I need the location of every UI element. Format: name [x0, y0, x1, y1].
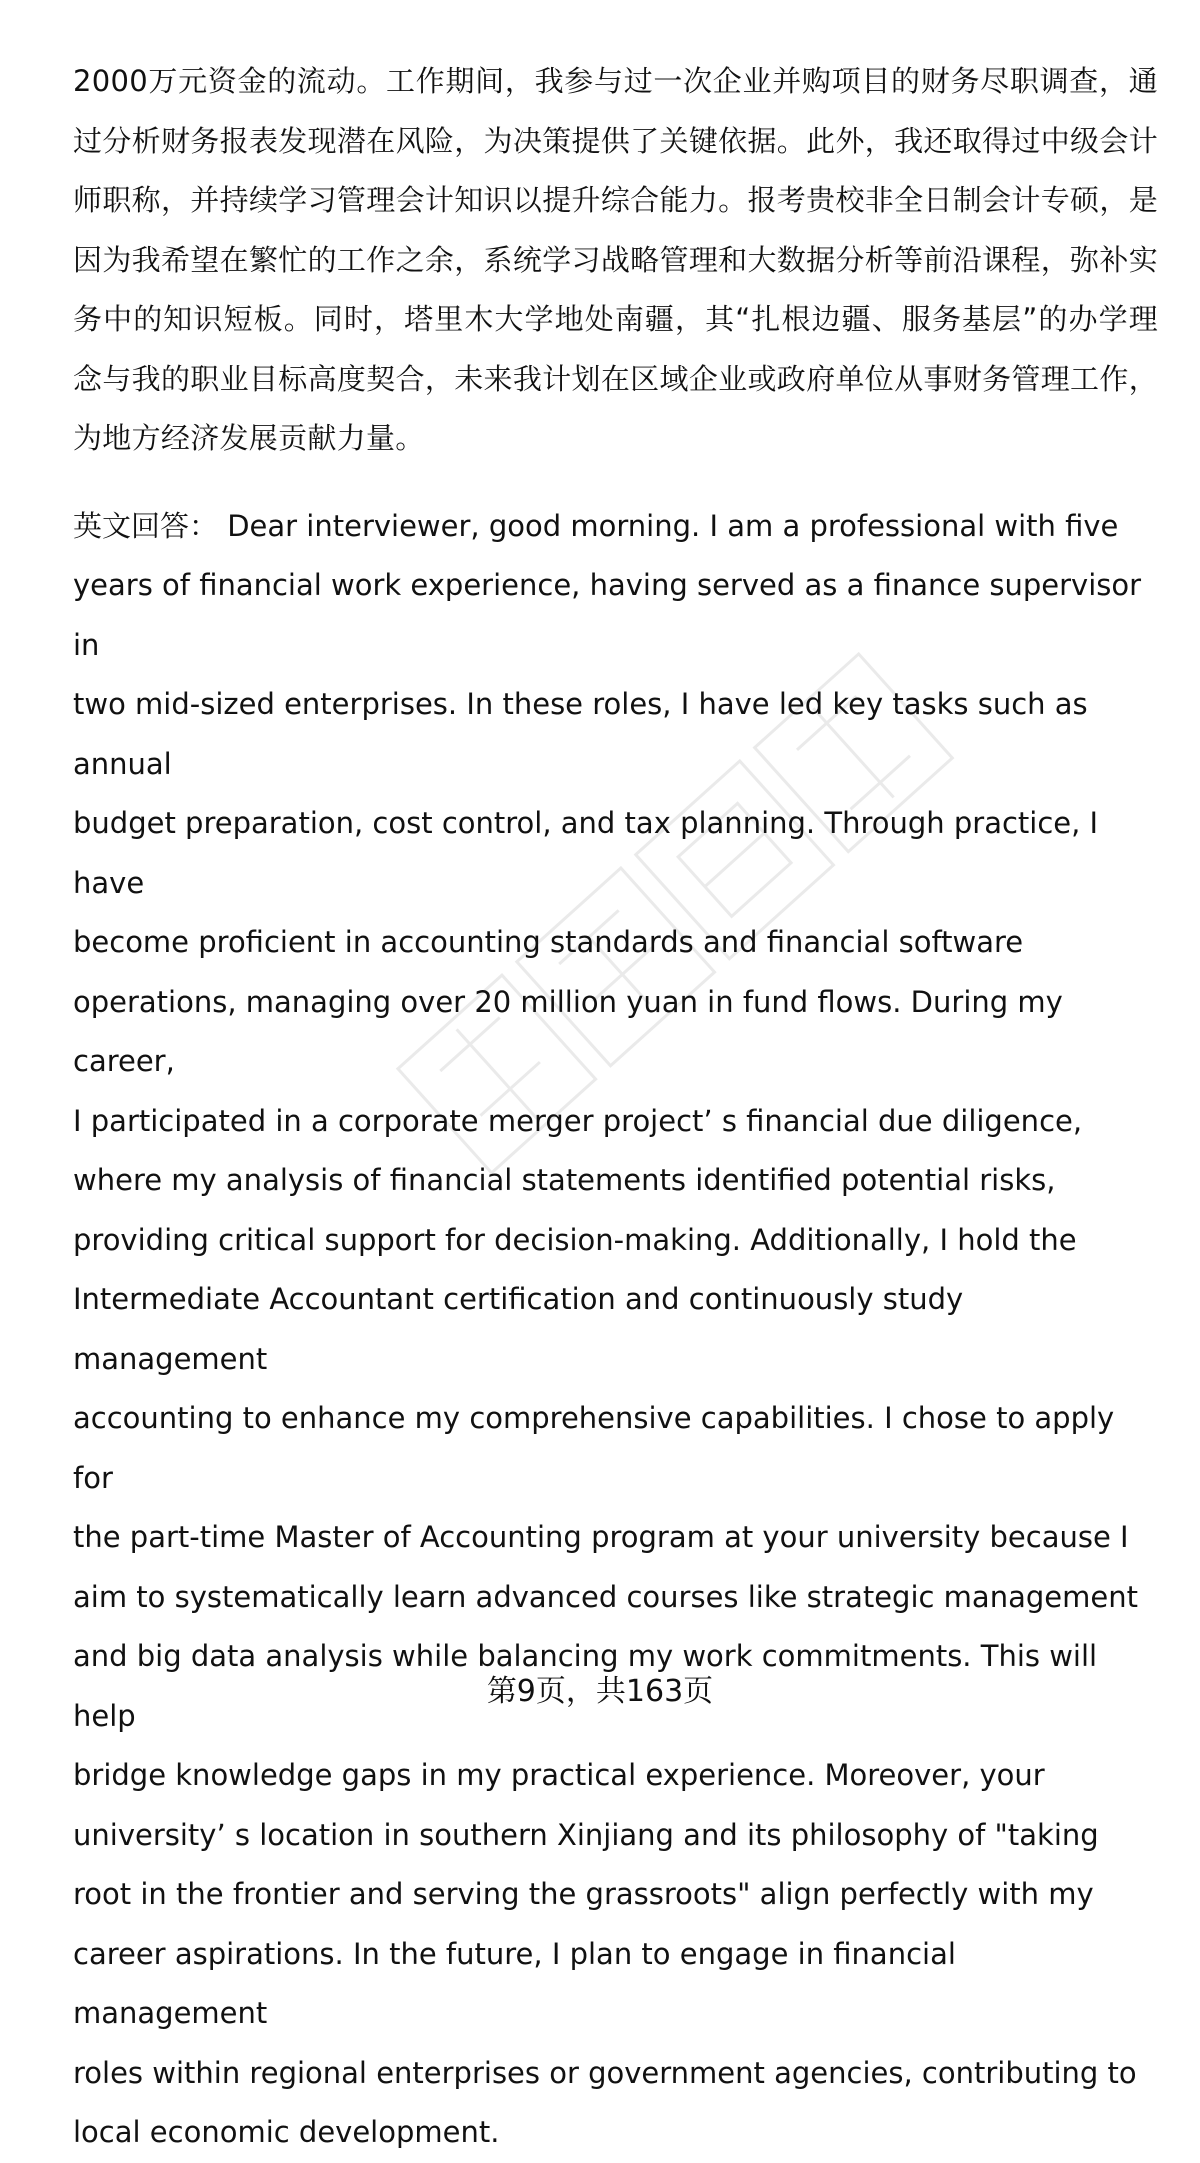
english-line: bridge knowledge gaps in my practical experience. Moreover, your	[73, 1758, 1045, 1792]
english-line: and big data analysis while balancing my work commitments. This will help	[73, 1639, 1098, 1733]
english-line: career aspirations. In the future, I plan to engage in financial management	[73, 1936, 956, 2030]
english-line: accounting to enhance my comprehensive capabilities. I chose to apply for	[73, 1401, 1115, 1495]
english-line: I participated in a corporate merger project’ s financial due diligence,	[73, 1103, 1083, 1138]
english-line: where my analysis of financial statements identified potential risks,	[73, 1163, 1056, 1197]
english-line: roles within regional enterprises or government agencies, contributing to	[73, 2055, 1137, 2090]
english-line: local economic development.	[73, 2115, 500, 2149]
english-line: 英文回答： Dear interviewer, good morning. I am a professional with five	[73, 508, 1119, 543]
english-line: Intermediate Accountant certification and continuously study management	[73, 1282, 964, 1376]
english-line: aim to systematically learn advanced courses like strategic management	[73, 1579, 1138, 1614]
english-answer-paragraph	[73, 497, 1158, 2163]
english-line: providing critical support for decision-making. Additionally, I hold the	[73, 1222, 1077, 1257]
english-line: become proficient in accounting standards and financial software	[73, 925, 1024, 959]
english-line: university’ s location in southern Xinjiang and its philosophy of "taking	[73, 1817, 1099, 1852]
document-body	[73, 52, 1158, 2163]
english-line: two mid-sized enterprises. In these roles, I have led key tasks such as annual	[73, 687, 1088, 781]
english-line: budget preparation, cost control, and tax planning. Through practice, I have	[73, 806, 1099, 900]
english-line: operations, managing over 20 million yuan in fund flows. During my career,	[73, 984, 1063, 1078]
chinese-answer-paragraph: 2000万元资金的流动。工作期间，我参与过一次企业并购项目的财务尽职调查，通过分析财务报表发现潜在风险，为决策提供了关键依据。此外，我还取得过中级会计师职称，并持续学习管理会计知识以提升综合能力。报考贵校非全日制会计专硕，是因为我希望在繁忙的工作之余，系统学习战略管理和大数据分析等前沿课程，弥补实务中的知识短板。同时，塔里木大学地处南疆，其“扎根边疆、服务基层”的办学理念与我的职业目标高度契合，未来我计划在区域企业或政府单位从事财务管理工作，为地方经济发展贡献力量。	[73, 64, 1158, 455]
english-line: years of financial work experience, having served as a finance supervisor in	[73, 568, 1142, 662]
page-number-footer: 第9页，共163页	[486, 1674, 714, 1709]
english-line: the part-time Master of Accounting program at your university because I	[73, 1520, 1129, 1554]
english-line: root in the frontier and serving the grassroots" align perfectly with my	[73, 1877, 1094, 1911]
